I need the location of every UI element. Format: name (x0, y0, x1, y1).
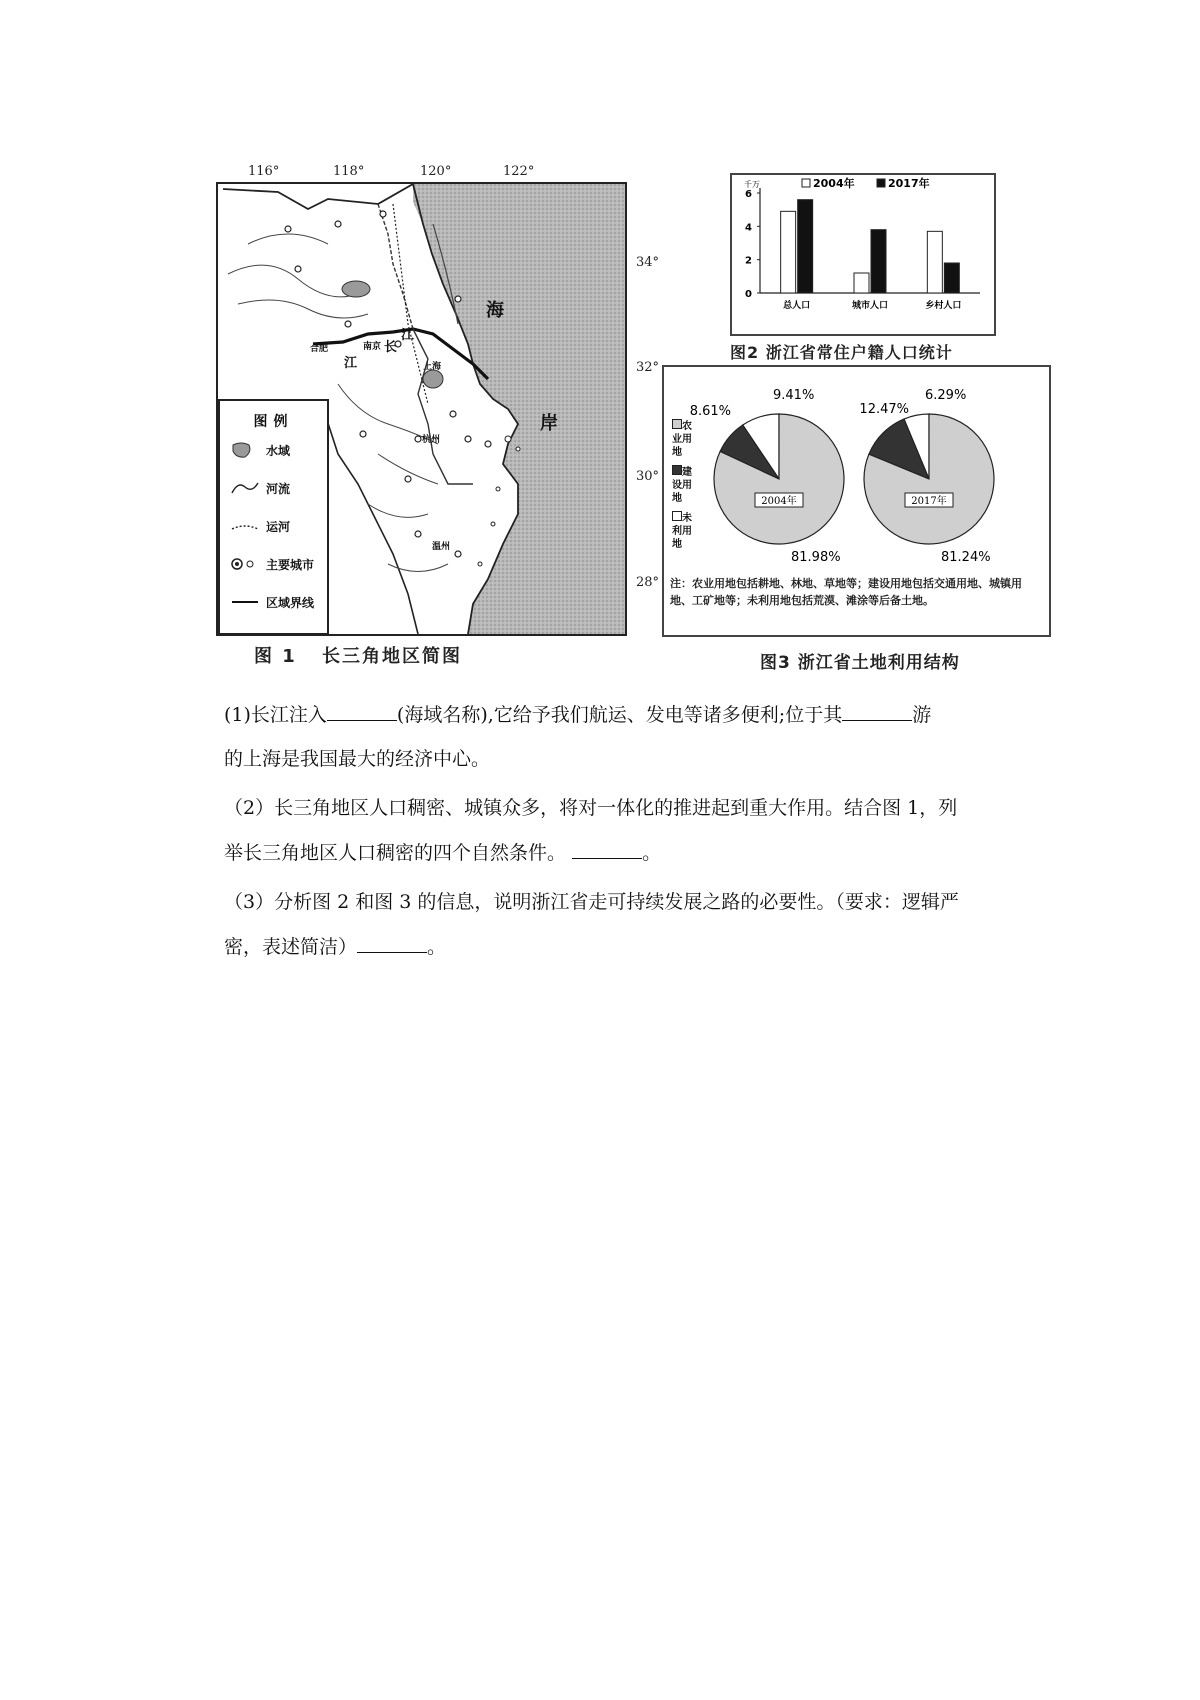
answer-blank[interactable] (357, 932, 427, 953)
question-3-line-2: 密，表述简洁） 。 (224, 932, 1014, 962)
legend-label: 运河 (266, 519, 291, 534)
pie-value-label: 6.29% (925, 388, 967, 403)
population-bar-chart (730, 173, 996, 336)
legend-item-city (220, 545, 327, 583)
latitude-label: 30° (636, 469, 660, 484)
water-icon (230, 440, 266, 460)
y-tick-label: 2 (745, 255, 752, 267)
legend-item-canal (220, 507, 327, 545)
longitude-label: 116° (248, 164, 280, 179)
bar (944, 263, 959, 293)
legend-item-water (220, 431, 327, 469)
x-tick-label: 总人口 (783, 301, 811, 311)
pie-legend (672, 419, 692, 551)
latitude-label: 34° (636, 255, 660, 270)
question-1-line-1: (1)长江注入 (海域名称),它给予我们航运、发电等诸多便利;位于其 游 (224, 700, 1014, 730)
legend-label: 主要城市 (266, 557, 315, 572)
pie-legend-item-unused: 未利用地 (672, 513, 692, 550)
city-label-nanjing: 南京 (363, 342, 382, 352)
pie-value-label: 81.98% (791, 550, 841, 565)
pie-center-label: 2017年 (911, 496, 947, 507)
figure3-caption: 图3 浙江省土地利用结构 (760, 653, 960, 673)
river-icon (230, 478, 266, 498)
city-label-shanghai: 上海 (423, 362, 442, 372)
x-tick-label: 乡村人口 (925, 301, 962, 311)
y-tick-label: 6 (745, 189, 752, 200)
river-label: 江 (344, 356, 358, 371)
legend-item-river (220, 469, 327, 507)
bar (854, 273, 869, 293)
legend-item-boundary (220, 583, 327, 621)
sea-label: 海 (486, 300, 504, 321)
legend-label: 河流 (266, 481, 291, 496)
answer-blank[interactable] (842, 700, 912, 721)
boundary-icon (230, 592, 266, 612)
shore-label: 岸 (540, 413, 558, 434)
bar (871, 230, 886, 293)
legend-title: 图例 (253, 414, 294, 430)
pie-value-label: 8.61% (689, 404, 731, 419)
city-label-wenzhou: 温州 (432, 542, 451, 552)
river-label: 江 (401, 328, 415, 343)
lake (342, 281, 370, 297)
question-2-line-2: 举长三角地区人口稠密的四个自然条件。 。 (224, 838, 1014, 868)
swatch-white-icon (672, 511, 682, 521)
legend-label: 2017年 (888, 177, 930, 190)
longitude-label: 122° (503, 164, 535, 179)
figure1-caption-title: 长三角地区简图 (322, 646, 462, 667)
pie-note: 注：农业用地包括耕地、林地、草地等；建设用地包括交通用地、城镇用地、工矿地等；未利用地包括荒漠、滩涂等后备土地。 (670, 577, 1022, 607)
legend-label: 2004年 (813, 177, 855, 190)
answer-blank[interactable] (327, 700, 397, 721)
longitude-label: 118° (333, 164, 365, 179)
latitude-label: 32° (636, 360, 660, 375)
bar-chart-svg (732, 175, 994, 334)
answer-blank[interactable] (572, 838, 642, 859)
pie-center-label: 2004年 (761, 496, 797, 507)
sea-area (413, 184, 625, 634)
river-label: 长 (384, 340, 398, 355)
yangtze-delta-map (216, 182, 627, 636)
question-2-line-1: （2）长三角地区人口稠密、城镇众多，将对一体化的推进起到重大作用。结合图 1，列 (224, 797, 958, 819)
pie-value-label: 9.41% (773, 388, 815, 403)
pie-value-label: 12.47% (859, 402, 909, 417)
map-legend (218, 399, 329, 635)
pie-legend-item-agricultural: 农业用地 (672, 421, 692, 458)
y-tick-label: 0 (745, 289, 752, 300)
pie-value-label: 81.24% (941, 550, 991, 565)
bar (798, 200, 813, 293)
legend-label: 区域界线 (266, 595, 315, 610)
city-icon (230, 554, 266, 574)
question-1-line-2: 的上海是我国最大的经济中心。 (224, 748, 491, 770)
y-unit-label: 千万 (744, 180, 760, 189)
swatch-dark-icon (672, 465, 682, 475)
legend-swatch (877, 179, 885, 187)
land-use-pie-charts (662, 365, 1051, 637)
y-tick-label: 4 (745, 222, 752, 234)
figure1-caption-number: 图 1 (254, 646, 297, 667)
legend-swatch (802, 179, 810, 187)
city-label-hefei: 合肥 (310, 344, 329, 354)
pie-legend-item-construction: 建设用地 (672, 467, 692, 504)
longitude-label: 120° (420, 164, 452, 179)
canal-icon (230, 516, 266, 536)
figure2-caption: 图2 浙江省常住户籍人口统计 (730, 343, 953, 362)
swatch-light-icon (672, 419, 682, 429)
latitude-label: 28° (636, 575, 660, 590)
x-tick-label: 城市人口 (851, 301, 889, 311)
lake (423, 370, 443, 388)
bar (927, 231, 942, 293)
bar (781, 211, 796, 293)
city-label-hangzhou: 杭州 (422, 435, 441, 445)
legend-label: 水域 (266, 443, 291, 458)
question-3-line-1: （3）分析图 2 和图 3 的信息，说明浙江省走可持续发展之路的必要性。（要求：逻辑严 (224, 891, 959, 913)
